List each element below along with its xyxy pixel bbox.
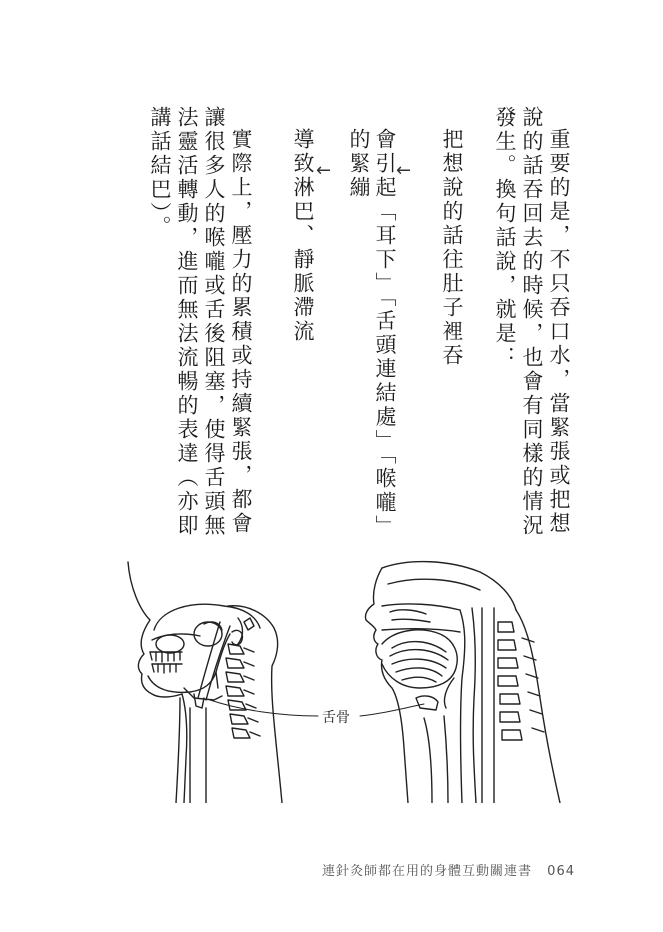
paragraph1-line3: 發生。換句話說，就是：	[493, 106, 517, 370]
paragraph2-line3: 法靈活轉動，進而無法流暢的表達（亦即	[175, 106, 199, 538]
paragraph2-line4: 講話結巴）。	[148, 106, 172, 240]
page-number: 064	[547, 864, 575, 879]
paragraph2-line2: 讓很多人的喉嚨或舌後阻塞，使得舌頭無	[202, 106, 226, 538]
anatomy-figure	[120, 548, 565, 803]
page-footer	[322, 860, 575, 879]
right-sagittal-illustration	[365, 562, 560, 803]
hyoid-label: 舌骨	[320, 707, 352, 727]
left-skull-illustration	[128, 562, 282, 803]
chain-step2-line2: 的緊繃	[347, 128, 371, 200]
chain-step3: 導致淋巴、靜脈滯流	[291, 128, 315, 344]
paragraph2-line1: 實際上，壓力的累積或持續緊張，都會	[229, 128, 253, 536]
book-title: 連針灸師都在用的身體互動關連書	[322, 864, 533, 879]
paragraph1-line1: 重要的是，不只吞口水，當緊張或把想	[547, 128, 571, 536]
chain-step2-line1: 會引起「耳下」「舌頭連結處」「喉嚨」	[373, 128, 397, 539]
chain-step1: 把想說的話往肚子裡吞	[440, 128, 464, 368]
paragraph1-line2: 說的話吞回去的時候，也會有同樣的情況	[520, 106, 544, 538]
arrow-1: ←	[396, 160, 412, 181]
arrow-2: ←	[316, 160, 332, 181]
